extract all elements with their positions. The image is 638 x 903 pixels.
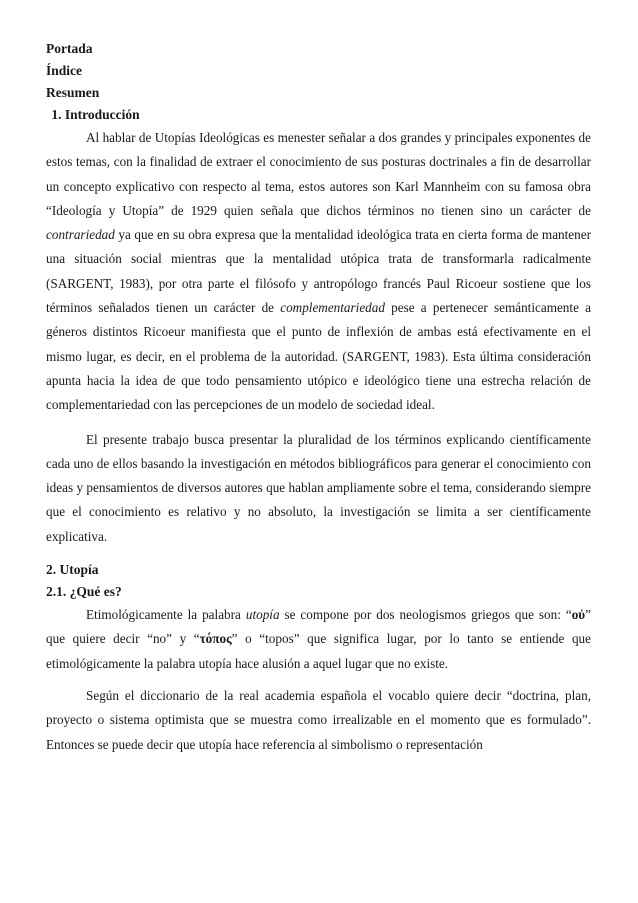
paragraph-intro-1 (46, 126, 591, 418)
greek-topos: τόπος (199, 631, 232, 647)
heading-indice: Índice (46, 63, 83, 78)
paragraph-etimologia (46, 603, 591, 676)
paragraph-intro-2: El presente trabajo busca presentar la pluralidad de los términos explicando científicamente cada uno de ellos basando la investigación en métodos bibliográficos para generar el conocimiento con ideas y pensamientos de diversos autores que hablan ampliamente sobre el tema, considerando siempre que el conocimiento es relativo y no absoluto, la investigación se limita a ser científicamente explicativa. (46, 431, 591, 544)
paragraph-text: Etimológicamente la palabra (86, 607, 246, 623)
emphasis-utopia: utopía (245, 607, 280, 623)
heading-resumen: Resumen (46, 85, 100, 100)
heading-introduccion: 1. Introducción (48, 107, 140, 122)
paragraph-text: ” o “topos” que significa lugar, por lo tanto se entiende que etimológicamente la palabra utopía hace alusión a aquel lugar que no existe. (46, 631, 591, 671)
paragraph-text: se compone por dos neologismos griegos que son: “ (279, 607, 572, 623)
heading-portada: Portada (46, 41, 93, 56)
paragraph-diccionario: Según el diccionario de la real academia española el vocablo quiere decir “doctrina, plan, proyecto o sistema optimista que se muestra como irrealizable en el momento que es formulado”. Entonces se puede decir que utopía hace referencia al simbolismo o representación (46, 687, 591, 752)
document-body (46, 38, 591, 757)
emphasis-complementariedad: complementariedad (280, 300, 385, 316)
paragraph-text: pese a pertenecer semánticamente a géneros distintos Ricoeur manifiesta que el punto de inflexión de ambas está efectivamente en el mismo lugar, es decir, en el problema de la autoridad. (SARGENT, 1983). Esta última consideración apunta hacia la idea de que todo pensamiento utópico e ideológico tiene una estrecha relación de complementariedad con las percepciones de un modelo de sociedad ideal. (46, 300, 591, 413)
heading-utopia: 2. Utopía (46, 562, 99, 578)
heading-que-es: 2.1. ¿Qué es? (46, 584, 122, 600)
paragraph-text: Al hablar de Utopías Ideológicas es menester señalar a dos grandes y principales exponentes de estos temas, con la finalidad de extraer el conocimiento de sus posturas doctrinales a fin de desarrollar un concepto explicativo con respecto al tema, estos autores son Karl Mannheim con su famosa obra “Ideología y Utopía” de 1929 quien señala que dichos términos no tienen sino un carácter de (46, 130, 591, 218)
paragraph-text: ” que quiere decir “no” y “ (46, 607, 591, 647)
paragraph-text: ya que en su obra expresa que la mentalidad ideológica trata en cierta forma de mantener una situación social mientras que la mentalidad utópica trata de transformarla radicalmente (SARGENT, 1983), por otra parte el filósofo y antropólogo francés Paul Ricoeur sostiene que los términos señalados tienen un carácter de (46, 227, 591, 316)
greek-ou: οὐ (571, 607, 586, 623)
emphasis-contrariedad: contrariedad (46, 227, 115, 243)
